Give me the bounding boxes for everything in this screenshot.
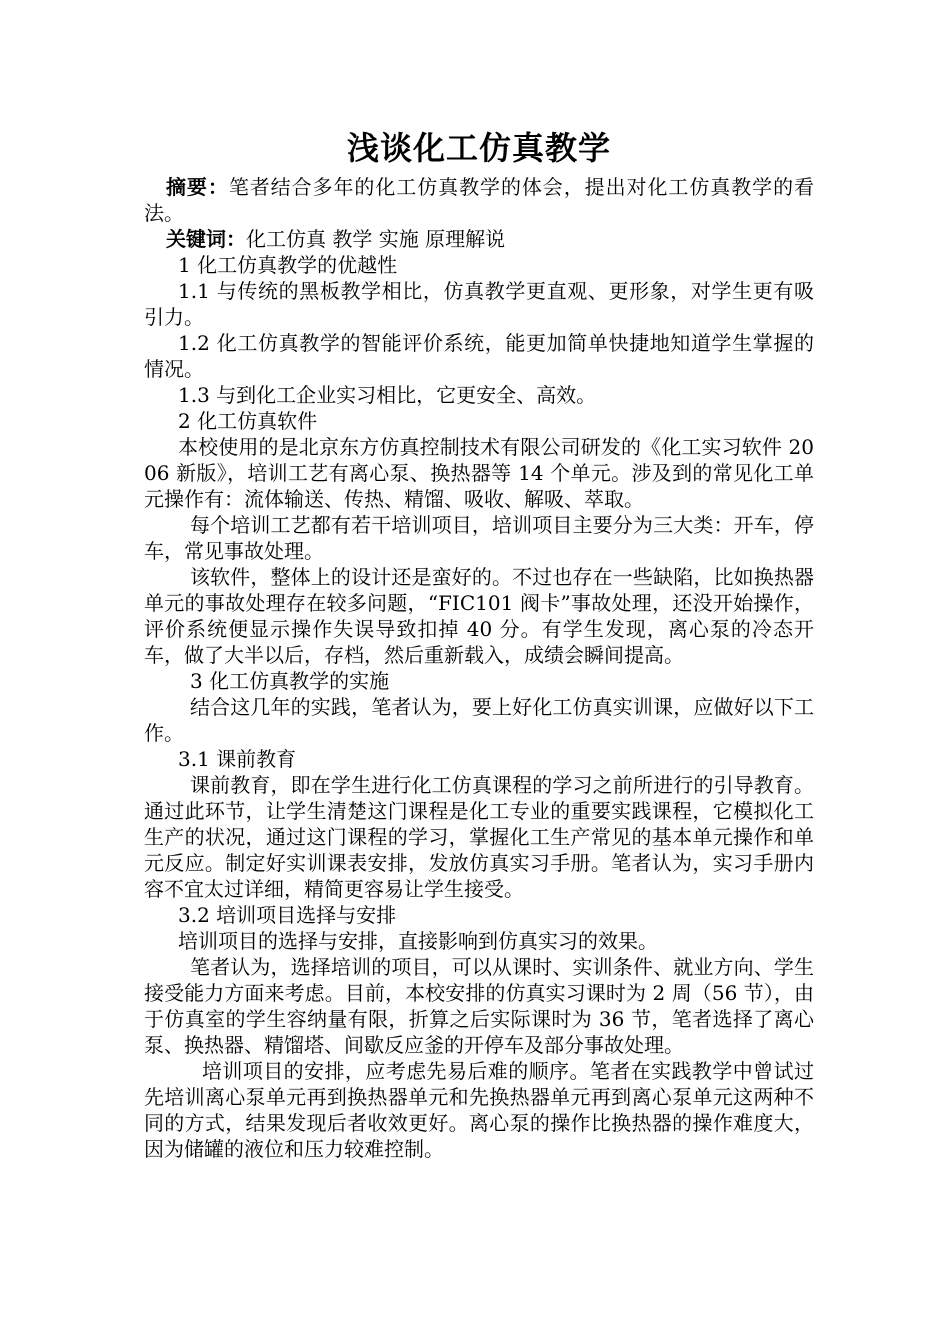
document-title: 浅谈化工仿真教学 — [346, 129, 611, 167]
paragraph: 1.1 与传统的黑板教学相比，仿真教学更直观、更形象，对学生更有吸引力。 — [144, 279, 814, 329]
section-heading-2: 2 化工仿真软件 — [178, 409, 318, 433]
abstract-label: 摘要： — [166, 175, 229, 199]
paragraph: 培训项目的安排，应考虑先易后难的顺序。笔者在实践教学中曾试过先培训离心泵单元再到换热器单元和先换热器单元再到离心泵单元这两种不同的方式，结果发现后者收效更好。离心泵的操作比换热器的操作难度大，因为储罐的液位和压力较难控制。 — [144, 1059, 814, 1161]
paragraph: 结合这几年的实践，笔者认为，要上好化工仿真实训课，应做好以下工作。 — [144, 695, 814, 745]
section-heading-1: 1 化工仿真教学的优越性 — [178, 253, 398, 277]
paragraph: 培训项目的选择与安排，直接影响到仿真实习的效果。 — [178, 929, 658, 953]
abstract-text: 笔者结合多年的化工仿真教学的体会，提出对化工仿真教学的看法。 — [144, 175, 815, 225]
subsection-heading-3-1: 3.1 课前教育 — [178, 747, 297, 771]
paragraph: 本校使用的是北京东方仿真控制技术有限公司研发的《化工实习软件 2006 新版》，培训工艺有离心泵、换热器等 14 个单元。涉及到的常见化工单元操作有：流体输送、传热、精馏、吸收、解吸、萃取。 — [144, 435, 814, 511]
keywords — [144, 226, 814, 252]
subsection-heading-3-2: 3.2 培训项目选择与安排 — [178, 903, 397, 927]
keywords-label: 关键词： — [166, 227, 246, 251]
section-heading-3: 3 化工仿真教学的实施 — [190, 669, 390, 693]
keywords-text: 化工仿真 教学 实施 原理解说 — [246, 227, 506, 251]
document-page — [144, 126, 814, 1162]
paragraph: 课前教育，即在学生进行化工仿真课程的学习之前所进行的引导教育。通过此环节，让学生清楚这门课程是化工专业的重要实践课程，它模拟化工生产的状况，通过这门课程的学习，掌握化工生产常见的基本单元操作和单元反应。制定好实训课表安排，发放仿真实习手册。笔者认为，实习手册内容不宜太过详细，精简更容易让学生接受。 — [144, 773, 814, 901]
abstract — [144, 174, 814, 226]
paragraph: 1.3 与到化工企业实习相比，它更安全、高效。 — [178, 383, 597, 407]
paragraph: 该软件，整体上的设计还是蛮好的。不过也存在一些缺陷，比如换热器单元的事故处理存在较多问题，“FIC101 阀卡”事故处理，还没开始操作，评价系统便显示操作失误导致扣掉 40 分。有学生发现，离心泵的冷态开车，做了大半以后，存档，然后重新载入，成绩会瞬间提高。 — [144, 565, 814, 667]
paragraph: 每个培训工艺都有若干培训项目，培训项目主要分为三大类：开车，停车，常见事故处理。 — [144, 513, 814, 563]
paragraph: 笔者认为，选择培训的项目，可以从课时、实训条件、就业方向、学生接受能力方面来考虑。目前，本校安排的仿真实习课时为 2 周（56 节），由于仿真室的学生容纳量有限，折算之后实际课时为 36 节，笔者选择了离心泵、换热器、精馏塔、间歇反应釜的开停车及部分事故处理。 — [144, 955, 814, 1057]
paragraph: 1.2 化工仿真教学的智能评价系统，能更加简单快捷地知道学生掌握的情况。 — [144, 331, 814, 381]
